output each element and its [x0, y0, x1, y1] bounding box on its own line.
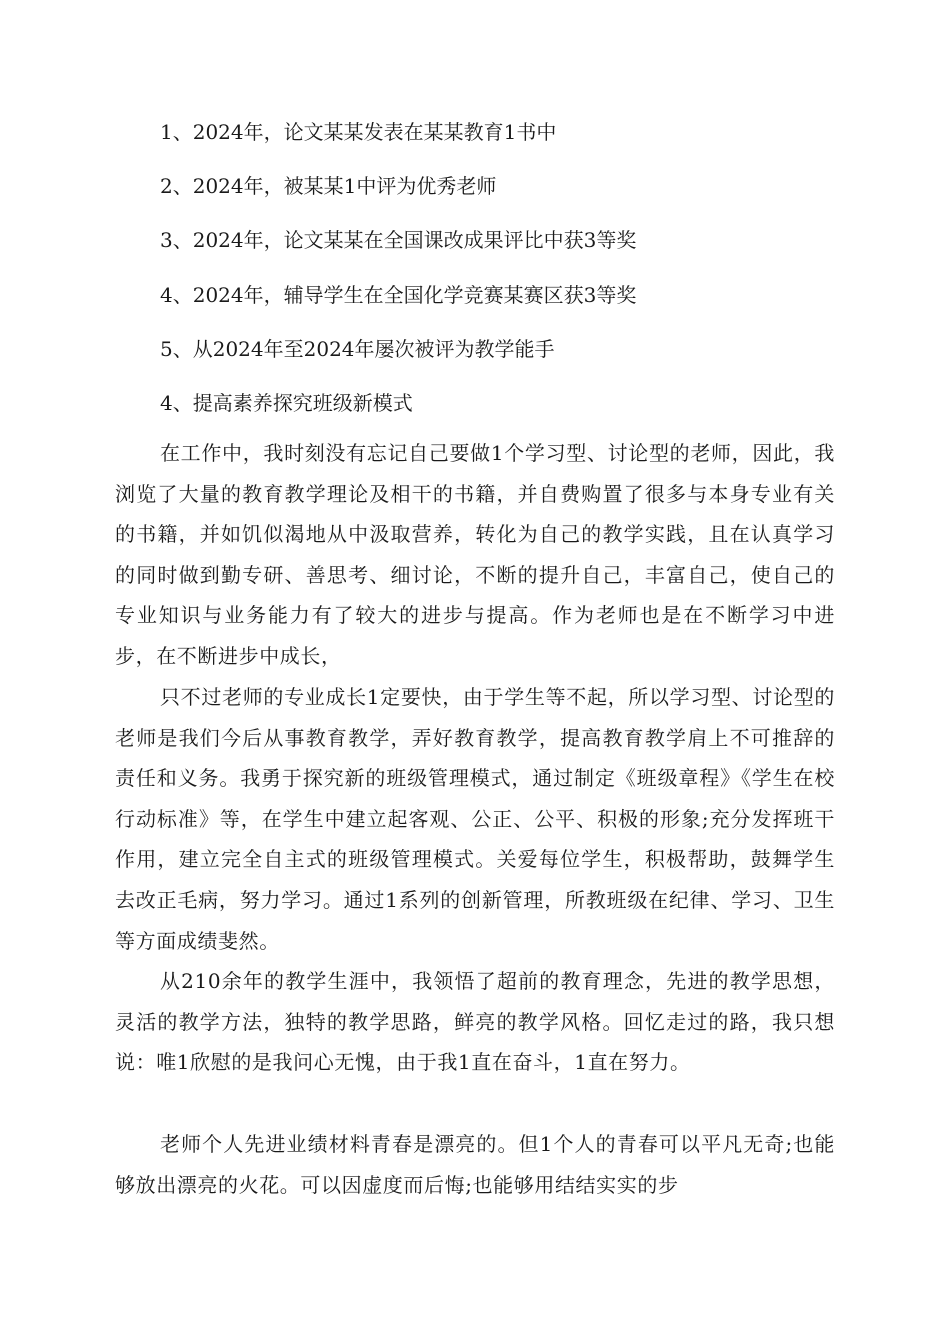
- achievement-item-5: 5、从2024年至2024年屡次被评为教学能手: [160, 337, 555, 361]
- achievement-item-1: 1、2024年，论文某某发表在某某教育1书中: [160, 120, 557, 144]
- body-paragraph-4: 老师个人先进业绩材料青春是漂亮的。但1个人的青春可以平凡无奇;也能够放出漂亮的火花。可以因虚度而后悔;也能够用结结实实的步: [115, 1132, 835, 1197]
- body-paragraph-1: 在工作中，我时刻没有忘记自己要做1个学习型、讨论型的老师，因此，我浏览了大量的教育教学理论及相干的书籍，并自费购置了很多与本身专业有关的书籍，并如饥似渴地从中汲取营养，转化为自己的教学实践，且在认真学习的同时做到勤专研、善思考、细讨论，不断的提升自己，丰富自己，使自己的专业知识与业务能力有了较大的进步与提高。作为老师也是在不断学习中进步，在不断进步中成长，: [115, 441, 835, 668]
- body-paragraph-2: 只不过老师的专业成长1定要快，由于学生等不起，所以学习型、讨论型的老师是我们今后从事教育教学，弄好教育教学，提高教育教学肩上不可推辞的责任和义务。我勇于探究新的班级管理模式，通过制定《班级章程》《学生在校行动标准》等，在学生中建立起客观、公正、公平、积极的形象;充分发挥班干作用，建立完全自主式的班级管理模式。关爱每位学生，积极帮助，鼓舞学生去改正毛病，努力学习。通过1系列的创新管理，所教班级在纪律、学习、卫生等方面成绩斐然。: [115, 685, 835, 953]
- section-heading: 4、提高素养探究班级新模式: [160, 391, 413, 415]
- achievement-item-4: 4、2024年，辅导学生在全国化学竞赛某赛区获3等奖: [160, 283, 637, 307]
- achievement-item-2: 2、2024年，被某某1中评为优秀老师: [160, 174, 497, 198]
- achievement-item-3: 3、2024年，论文某某在全国课改成果评比中获3等奖: [160, 228, 637, 252]
- body-paragraph-3: 从210余年的教学生涯中，我领悟了超前的教育理念，先进的教学思想，灵活的教学方法，独特的教学思路，鲜亮的教学风格。回忆走过的路，我只想说：唯1欣慰的是我问心无愧，由于我1直在奋斗，1直在努力。: [115, 969, 835, 1075]
